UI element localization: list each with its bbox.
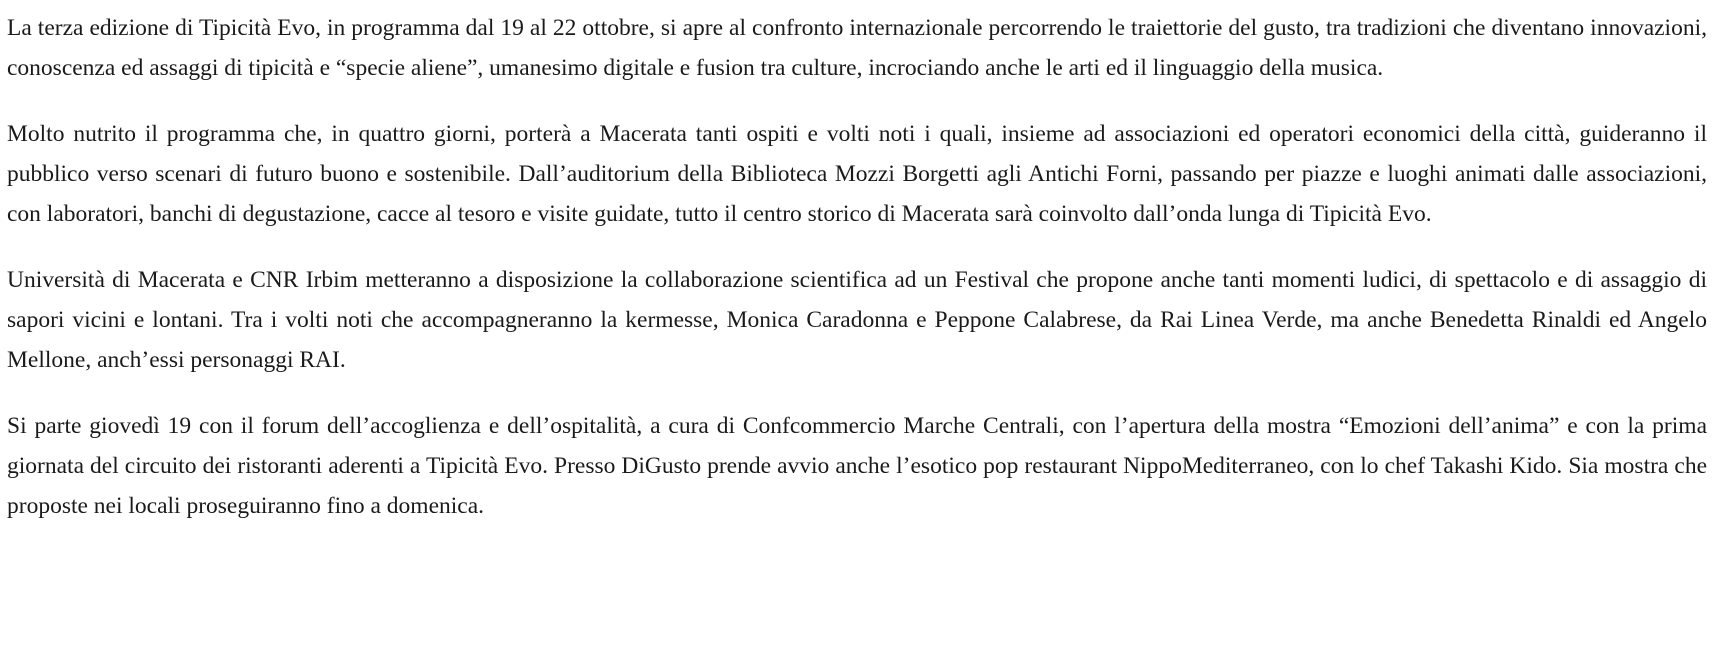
paragraph-intro: La terza edizione di Tipicità Evo, in programma dal 19 al 22 ottobre, si apre al confronto internazionale percorrendo le traiettorie del gusto, tra tradizioni che diventano innovazioni, conoscenza ed assaggi di tipicità e “specie aliene”, umanesimo digitale e fusion tra culture, incrociando anche le arti ed il linguaggio della musica. xyxy=(7,15,1707,81)
paragraph-program: Molto nutrito il programma che, in quattro giorni, porterà a Macerata tanti ospiti e volti noti i quali, insieme ad associazioni ed operatori economici della città, guideranno il pubblico verso scenari di futuro buono e sostenibile. Dall’auditorium della Biblioteca Mozzi Borgetti agli Antichi Forni, passando per piazze e luoghi animati dalle associazioni, con laboratori, banchi di degustazione, cacce al tesoro e visite guidate, tutto il centro storico di Macerata sarà coinvolto dall’onda lunga di Tipicità Evo. xyxy=(7,121,1707,227)
paragraph-thursday: Si parte giovedì 19 con il forum dell’accoglienza e dell’ospitalità, a cura di Confcommercio Marche Centrali, con l’apertura della mostra “Emozioni dell’anima” e con la prima giornata del circuito dei ristoranti aderenti a Tipicità Evo. Presso DiGusto prende avvio anche l’esotico pop restaurant NippoMediterraneo, con lo chef Takashi Kido. Sia mostra che proposte nei locali proseguiranno fino a domenica. xyxy=(7,413,1707,519)
article-body xyxy=(7,8,1707,526)
paragraph-guests: Università di Macerata e CNR Irbim metteranno a disposizione la collaborazione scientifica ad un Festival che propone anche tanti momenti ludici, di spettacolo e di assaggio di sapori vicini e lontani. Tra i volti noti che accompagneranno la kermesse, Monica Caradonna e Peppone Calabrese, da Rai Linea Verde, ma anche Benedetta Rinaldi ed Angelo Mellone, anch’essi personaggi RAI. xyxy=(7,267,1707,373)
